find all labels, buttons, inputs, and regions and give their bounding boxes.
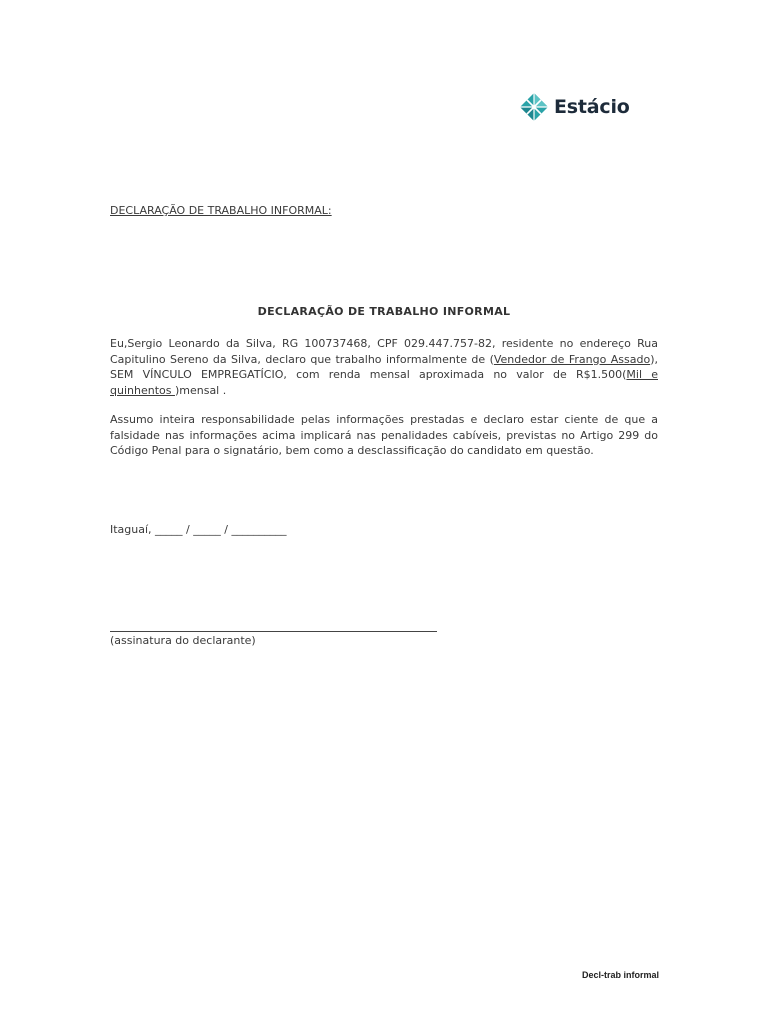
document-title: DECLARAÇÃO DE TRABALHO INFORMAL bbox=[257, 305, 511, 318]
signature-label: (assinatura do declarante) bbox=[110, 634, 256, 647]
declaration-text-part3: )mensal . bbox=[174, 383, 227, 397]
responsibility-paragraph: Assumo inteira responsabilidade pelas informações prestadas e declaro estar ciente de que a falsidade nas informações acima implicará nas penalidades cabíveis, previstas no Artigo 299 do Código Penal para o signatário, bem como a desclassificação do candidato em questão. bbox=[110, 413, 658, 457]
logo-text: Estácio bbox=[554, 96, 630, 118]
occupation-field: Vendedor de Frango Assado bbox=[493, 352, 651, 366]
signature-line bbox=[110, 631, 437, 632]
document-header: DECLARAÇÃO DE TRABALHO INFORMAL: bbox=[110, 204, 332, 217]
estacio-diamond-icon bbox=[519, 92, 549, 122]
declaration-text-part2: ), SEM VÍNCULO EMPREGATÍCIO, com renda mensal aproximada no valor de R$1.500( bbox=[110, 352, 658, 381]
declaration-text-part1: Eu,Sergio Leonardo da Silva, RG 100737468, CPF 029.447.757-82, residente no endereço Rua Capitulino Sereno da Silva, declaro que trabalho informalmente de ( bbox=[110, 337, 658, 366]
estacio-logo bbox=[519, 92, 630, 122]
footer-label: Decl-trab informal bbox=[581, 970, 659, 980]
amount-in-words-field: Mil e quinhentos bbox=[110, 368, 658, 397]
place-date-line: Itaguaí, _____ / _____ / __________ bbox=[110, 523, 287, 536]
declaration-paragraph bbox=[110, 336, 658, 398]
